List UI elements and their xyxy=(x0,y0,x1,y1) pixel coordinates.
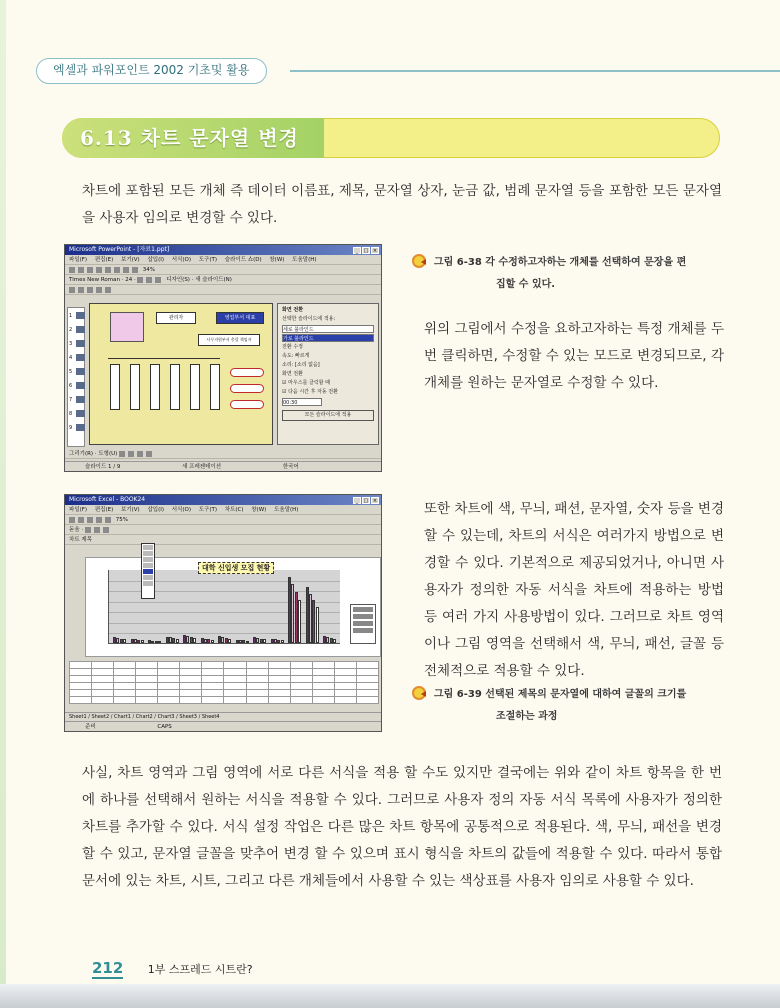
table-cell[interactable] xyxy=(92,669,114,676)
status-lang: 한국어 xyxy=(282,464,299,470)
table-cell[interactable] xyxy=(290,697,312,704)
cut-icon[interactable] xyxy=(105,267,111,273)
menu-slideshow[interactable]: 슬라이드 쇼(D) xyxy=(224,257,262,263)
bottom-paragraph: 사실, 차트 영역과 그림 영역에 서로 다른 서식을 적용 할 수도 있지만 결국에는 위와 같이 차트 항목을 한 번에 하나를 선택해서 원하는 서식을 적용할 수 있다. 그러므로 사용자 정의 자동 서식 목록에 사용자가 정의한 차트를 추가할 수 있다. 서식 설정 작업은 다른 많은 차트 항목에 공통적으로 적용된다. 색, 무늬, 패선을 변경 할 수 있고, 문자열 글꼴을 맞추어 변경 할 수 있으며 표시 형식을 차트의 값들에 적용할 수 있다. 따라서 통합 문서에 있는 차트, 시트, 그리고 다른 개체들에서 사용할 수 있는 색상표를 사용자 임의로 사용할 수 있다. xyxy=(82,765,722,889)
table-row xyxy=(70,697,379,704)
chart-bar[interactable] xyxy=(316,607,319,643)
menu-view[interactable]: 보기(V) xyxy=(121,257,140,263)
figure2-caption-line2: 조절하는 과정 xyxy=(496,711,558,722)
table-cell[interactable] xyxy=(268,690,290,697)
org-col-5[interactable] xyxy=(190,364,200,410)
table-cell[interactable] xyxy=(92,662,114,669)
xls-app-title: Microsoft Excel - BOOK24 xyxy=(69,496,146,503)
thumb-4[interactable]: 4 xyxy=(69,352,83,364)
transition-item-1[interactable]: 세로 블라인드 xyxy=(283,327,314,333)
paste-icon[interactable] xyxy=(123,267,129,273)
menu-format[interactable]: 서식(O) xyxy=(171,507,191,513)
table-cell[interactable] xyxy=(356,669,378,676)
chart-bar[interactable] xyxy=(333,639,336,643)
table-cell[interactable] xyxy=(180,683,202,690)
table-cell[interactable] xyxy=(224,669,246,676)
table-cell[interactable] xyxy=(334,662,356,669)
ppt-format-toolbar: Times New Roman · 24 · 디자인(S) · 새 슬라이드(N) xyxy=(65,275,381,285)
chapter-label: 1부 스프레드 시트란? xyxy=(147,963,253,976)
table-cell[interactable] xyxy=(70,669,92,676)
legend-entry xyxy=(353,607,373,612)
table-row xyxy=(70,690,379,697)
org-box-office[interactable]: 사무지원부서 총괄 책임자 xyxy=(198,334,260,346)
table-cell[interactable] xyxy=(202,676,224,683)
thumb-5[interactable]: 5 xyxy=(69,366,83,378)
caption-arrow-icon xyxy=(412,686,426,700)
ppt-statusbar xyxy=(65,461,381,471)
sheet-tabs[interactable]: Sheet1 / Sheet2 / Chart1 / Chart2 / Chart3 / Sheet3 / Sheet4 xyxy=(65,712,381,721)
table-cell[interactable] xyxy=(92,690,114,697)
italic-icon[interactable] xyxy=(146,277,152,283)
table-cell[interactable] xyxy=(246,669,268,676)
xls-standard-toolbar xyxy=(65,515,381,525)
table-cell[interactable] xyxy=(268,669,290,676)
font-size-dropdown[interactable] xyxy=(141,543,155,599)
thumb-6[interactable]: 6 xyxy=(69,380,83,392)
table-cell[interactable] xyxy=(268,676,290,683)
table-cell[interactable] xyxy=(136,676,158,683)
table-cell[interactable] xyxy=(290,683,312,690)
org-col-6[interactable] xyxy=(210,364,220,410)
table-cell[interactable] xyxy=(290,676,312,683)
pane-time-value: 00:30 xyxy=(283,400,298,406)
table-cell[interactable] xyxy=(334,697,356,704)
size-option[interactable] xyxy=(143,557,153,562)
pane-apply-label: 선택한 슬라이드에 적용: xyxy=(282,316,336,322)
table-cell[interactable] xyxy=(202,690,224,697)
minimize-icon[interactable]: _ xyxy=(353,247,361,254)
ppt-zoom[interactable]: 34% xyxy=(142,267,155,273)
table-cell[interactable] xyxy=(136,669,158,676)
table-cell[interactable] xyxy=(158,697,180,704)
table-cell[interactable] xyxy=(202,683,224,690)
table-cell[interactable] xyxy=(70,676,92,683)
right-paragraph-2: 또한 차트에 색, 무늬, 패션, 문자열, 숫자 등을 변경 할 수 있는데, 차트의 서식은 여러가지 방법으로 변경할 수 있다. 기본적으로 제공되었거나, 아니면 사용자가 정의한 자동 서식을 차트에 적용하는 방법 등 여러 가지 사용방법이 있다. 그러므로 차트 영역이나 그림 영역을 선택해서 색, 무늬, 패선, 글꼴 등 전체적으로 적용할 수 있다. xyxy=(424,501,724,679)
table-cell[interactable] xyxy=(224,676,246,683)
pane-on-click-label: 마우스를 클릭할 때 xyxy=(288,380,330,386)
slide-transition-pane xyxy=(277,303,379,445)
draw-menu[interactable]: 그리기(R) xyxy=(69,451,94,457)
right-paragraph-1: 위의 그림에서 수정을 요하고자하는 특정 개체를 두 번 클릭하면, 수정할 수 있는 모드로 변경되므로, 각 개체를 원하는 문자열로 수정할 수 있다. xyxy=(424,321,724,391)
home-icon[interactable] xyxy=(105,287,111,293)
undo-icon[interactable] xyxy=(132,267,138,273)
close-icon[interactable]: × xyxy=(372,248,378,254)
table-cell[interactable] xyxy=(334,683,356,690)
powerpoint-screenshot xyxy=(64,244,382,472)
table-cell[interactable] xyxy=(312,669,334,676)
menu-help[interactable]: 도움말(H) xyxy=(292,257,317,263)
pane-title: 화면 전환 xyxy=(282,307,304,313)
arrow-icon[interactable] xyxy=(128,451,134,457)
table-cell[interactable] xyxy=(180,697,202,704)
bold-icon[interactable] xyxy=(137,277,143,283)
slide-canvas[interactable] xyxy=(89,303,273,445)
size-option[interactable] xyxy=(143,551,153,556)
table-cell[interactable] xyxy=(158,669,180,676)
figure2-caption xyxy=(412,684,732,728)
oval-icon[interactable] xyxy=(146,451,152,457)
table-cell[interactable] xyxy=(70,690,92,697)
status-caps: CAPS xyxy=(157,724,172,730)
pane-speed[interactable]: 속도: 빠르게 xyxy=(282,353,310,359)
pane-advance-label: 화면 전환 xyxy=(282,371,303,377)
table-cell[interactable] xyxy=(356,683,378,690)
copy-icon[interactable] xyxy=(114,267,120,273)
table-cell[interactable] xyxy=(202,669,224,676)
page-side-strip xyxy=(0,0,6,1008)
menu-chart[interactable]: 차트(C) xyxy=(224,507,244,513)
table-cell[interactable] xyxy=(312,676,334,683)
table-cell[interactable] xyxy=(312,690,334,697)
size-option[interactable] xyxy=(143,545,153,550)
table-cell[interactable] xyxy=(246,662,268,669)
header-divider xyxy=(290,70,780,72)
menu-file[interactable]: 파일(F) xyxy=(69,507,88,513)
design-button[interactable]: 디자인(S) xyxy=(166,277,190,283)
chart-object-select[interactable]: 차트 제목 xyxy=(69,537,93,543)
table-cell[interactable] xyxy=(268,662,290,669)
pane-sound[interactable]: 소리: [소리 없음] xyxy=(282,362,320,368)
legend-entry xyxy=(353,621,373,626)
embedded-chart[interactable] xyxy=(85,557,381,657)
table-cell[interactable] xyxy=(180,690,202,697)
table-cell[interactable] xyxy=(312,683,334,690)
table-cell[interactable] xyxy=(268,683,290,690)
thumb-8[interactable]: 8 xyxy=(69,408,83,420)
table-cell[interactable] xyxy=(334,676,356,683)
menu-format[interactable]: 서식(O) xyxy=(171,257,191,263)
table-cell[interactable] xyxy=(224,683,246,690)
table-cell[interactable] xyxy=(114,662,136,669)
transition-list[interactable] xyxy=(282,325,374,333)
chart-bar[interactable] xyxy=(298,600,301,643)
chart-legend[interactable] xyxy=(350,604,376,644)
table-cell[interactable] xyxy=(224,662,246,669)
table-cell[interactable] xyxy=(136,683,158,690)
table-cell[interactable] xyxy=(70,697,92,704)
page-number: 212 xyxy=(92,959,124,977)
font-select[interactable]: Times New Roman xyxy=(69,277,120,283)
table-cell[interactable] xyxy=(202,697,224,704)
ppt-drawing-toolbar: 그리기(R) · 도형(U) xyxy=(65,449,381,459)
table-cell[interactable] xyxy=(70,662,92,669)
table-row xyxy=(70,669,379,676)
xls-titlebar xyxy=(65,495,381,505)
transition-item-2[interactable]: 가로 블라인드 xyxy=(283,336,314,342)
thumb-2[interactable]: 2 xyxy=(69,324,83,336)
size-option[interactable] xyxy=(143,563,153,568)
org-col-2[interactable] xyxy=(130,364,140,410)
table-cell[interactable] xyxy=(290,662,312,669)
table-cell[interactable] xyxy=(312,662,334,669)
menu-file[interactable]: 파일(F) xyxy=(69,257,88,263)
minimize-icon[interactable]: _ xyxy=(353,497,361,504)
menu-window[interactable]: 창(W) xyxy=(269,257,285,263)
font-size-select[interactable]: 24 xyxy=(125,277,133,283)
table-cell[interactable] xyxy=(114,669,136,676)
table-cell[interactable] xyxy=(136,697,158,704)
chart-wizard-icon[interactable] xyxy=(105,517,111,523)
figure1-caption-line2: 집할 수 있다. xyxy=(496,279,556,290)
menu-edit[interactable]: 편집(E) xyxy=(94,257,114,263)
thumb-7[interactable]: 7 xyxy=(69,394,83,406)
menu-tools[interactable]: 도구(T) xyxy=(198,257,218,263)
org-pill-3[interactable] xyxy=(230,400,264,409)
print-icon[interactable] xyxy=(96,267,102,273)
book-title-header: 엑셀과 파워포인트 2002 기초및 활용 xyxy=(36,58,267,84)
table-cell[interactable] xyxy=(202,662,224,669)
close-icon[interactable]: × xyxy=(372,498,378,504)
table-cell[interactable] xyxy=(334,669,356,676)
chart-title[interactable]: 대학 신입생 모집 현황 xyxy=(198,562,274,574)
legend-entry xyxy=(353,628,373,633)
table-cell[interactable] xyxy=(356,662,378,669)
table-cell[interactable] xyxy=(180,669,202,676)
thumb-3[interactable]: 3 xyxy=(69,338,83,350)
bold-icon[interactable] xyxy=(85,527,91,533)
table-cell[interactable] xyxy=(356,676,378,683)
save-icon[interactable] xyxy=(87,267,93,273)
pane-modify-label: 전환 수정 xyxy=(282,344,303,350)
table-cell[interactable] xyxy=(136,662,158,669)
figure2-caption-line1: 그림 6-39 선택된 제목의 문자열에 대하여 글꼴의 크기를 xyxy=(434,689,687,700)
table-cell[interactable] xyxy=(92,683,114,690)
new-slide-button[interactable]: 새 슬라이드(N) xyxy=(195,277,232,283)
xls-zoom[interactable]: 75% xyxy=(115,517,128,523)
table-cell[interactable] xyxy=(114,683,136,690)
table-cell[interactable] xyxy=(356,690,378,697)
chart-bar[interactable] xyxy=(176,639,179,643)
stop-icon[interactable] xyxy=(87,287,93,293)
table-cell[interactable] xyxy=(334,690,356,697)
page-bottom-band xyxy=(0,984,780,1008)
back-icon[interactable] xyxy=(69,287,75,293)
table-cell[interactable] xyxy=(136,690,158,697)
font-select[interactable]: 돋움 xyxy=(69,527,80,533)
table-cell[interactable] xyxy=(92,676,114,683)
table-cell[interactable] xyxy=(180,676,202,683)
table-cell[interactable] xyxy=(158,683,180,690)
menu-help[interactable]: 도움말(H) xyxy=(274,507,299,513)
table-row xyxy=(70,662,379,669)
intro-paragraph: 차트에 포함된 모든 개체 즉 데이터 이름표, 제목, 문자열 상자, 눈금 값, 범례 문자열 등을 포함한 모든 문자열을 사용자 임의로 변경할 수 있다. xyxy=(82,183,722,226)
org-pill-2[interactable] xyxy=(230,384,264,393)
table-cell[interactable] xyxy=(312,697,334,704)
table-cell[interactable] xyxy=(268,697,290,704)
chart-bar[interactable] xyxy=(123,639,126,643)
italic-icon[interactable] xyxy=(94,527,100,533)
size-option[interactable] xyxy=(143,581,153,586)
data-table xyxy=(69,661,379,704)
new-icon[interactable] xyxy=(69,517,75,523)
apply-all-button[interactable]: 모든 슬라이드에 적용 xyxy=(282,410,374,421)
underline-icon[interactable] xyxy=(103,527,109,533)
table-cell[interactable] xyxy=(290,690,312,697)
thumb-1[interactable]: 1 xyxy=(69,310,83,322)
forward-icon[interactable] xyxy=(78,287,84,293)
table-cell[interactable] xyxy=(224,690,246,697)
ppt-titlebar xyxy=(65,245,381,255)
new-icon[interactable] xyxy=(69,267,75,273)
xls-format-toolbar: 돋움 · xyxy=(65,525,381,535)
table-cell[interactable] xyxy=(92,697,114,704)
chart-bar[interactable] xyxy=(281,640,284,643)
ppt-app-title: Microsoft PowerPoint - [자료1.ppt] xyxy=(69,246,170,253)
xls-menubar xyxy=(65,505,381,515)
table-cell[interactable] xyxy=(224,697,246,704)
refresh-icon[interactable] xyxy=(96,287,102,293)
chart-bar[interactable] xyxy=(228,639,231,643)
ppt-web-toolbar xyxy=(65,285,381,295)
section-title: 6.13 차트 문자열 변경 xyxy=(62,118,324,158)
xls-statusbar xyxy=(65,721,381,731)
ppt-standard-toolbar xyxy=(65,265,381,275)
chart-bar[interactable] xyxy=(246,641,249,643)
thumb-9[interactable]: 9 xyxy=(69,422,83,434)
status-slide: 슬라이드 1 / 9 xyxy=(85,464,121,470)
table-cell[interactable] xyxy=(158,676,180,683)
org-box-sales[interactable]: 영업부서 대표 xyxy=(216,312,264,324)
menu-view[interactable]: 보기(V) xyxy=(121,507,140,513)
chart-bar[interactable] xyxy=(263,639,266,643)
menu-insert[interactable]: 삽입(I) xyxy=(147,507,164,513)
org-box-manager[interactable]: 관리자 xyxy=(156,312,196,324)
menu-edit[interactable]: 편집(E) xyxy=(94,507,114,513)
menu-tools[interactable]: 도구(T) xyxy=(198,507,218,513)
maximize-icon[interactable]: □ xyxy=(363,248,369,254)
pane-on-click[interactable]: ☑ 마우스를 클릭할 때 xyxy=(282,380,330,386)
org-col-3[interactable] xyxy=(150,364,160,410)
chart-bar[interactable] xyxy=(158,641,161,643)
rectangle-icon[interactable] xyxy=(137,451,143,457)
table-cell[interactable] xyxy=(246,683,268,690)
figure1-caption-line1: 그림 6-38 각 수정하고자하는 개체를 선택하여 문장을 편 xyxy=(434,257,687,268)
size-option-selected[interactable] xyxy=(143,569,153,574)
pane-auto[interactable]: ☑ 다음 시간 후 자동 전환 xyxy=(282,389,338,395)
maximize-icon[interactable]: □ xyxy=(363,498,369,504)
pane-auto-label: 다음 시간 후 자동 전환 xyxy=(288,389,338,395)
table-cell[interactable] xyxy=(290,669,312,676)
table-cell[interactable] xyxy=(158,690,180,697)
table-cell[interactable] xyxy=(70,683,92,690)
figure1-caption xyxy=(412,252,732,296)
legend-entry xyxy=(353,614,373,619)
chart-bar[interactable] xyxy=(193,638,196,643)
table-cell[interactable] xyxy=(246,676,268,683)
print-icon[interactable] xyxy=(96,517,102,523)
status-design: 새 프레젠테이션 xyxy=(182,464,222,470)
table-cell[interactable] xyxy=(114,697,136,704)
underline-icon[interactable] xyxy=(155,277,161,283)
chart-bar[interactable] xyxy=(211,640,214,643)
open-icon[interactable] xyxy=(78,267,84,273)
caption-arrow-icon xyxy=(412,254,426,268)
table-cell[interactable] xyxy=(180,662,202,669)
table-cell[interactable] xyxy=(246,697,268,704)
table-cell[interactable] xyxy=(158,662,180,669)
org-col-4[interactable] xyxy=(170,364,180,410)
menu-insert[interactable]: 삽입(I) xyxy=(147,257,164,263)
slide-picture[interactable] xyxy=(110,312,144,342)
org-col-1[interactable] xyxy=(110,364,120,410)
org-connector xyxy=(108,358,220,359)
table-cell[interactable] xyxy=(114,690,136,697)
pane-time-field[interactable] xyxy=(282,398,322,406)
table-cell[interactable] xyxy=(114,676,136,683)
ppt-menubar xyxy=(65,255,381,265)
transition-selected[interactable] xyxy=(282,334,374,342)
chart-bar[interactable] xyxy=(141,640,144,643)
line-icon[interactable] xyxy=(119,451,125,457)
autoshape-menu[interactable]: 도형(U) xyxy=(98,451,118,457)
table-cell[interactable] xyxy=(246,690,268,697)
open-icon[interactable] xyxy=(78,517,84,523)
org-pill-1[interactable] xyxy=(230,368,264,377)
save-icon[interactable] xyxy=(87,517,93,523)
slide-thumbnails xyxy=(67,307,85,447)
size-option[interactable] xyxy=(143,575,153,580)
table-row xyxy=(70,676,379,683)
excel-screenshot xyxy=(64,494,382,732)
page-footer xyxy=(92,958,253,980)
table-cell[interactable] xyxy=(356,697,378,704)
menu-window[interactable]: 창(W) xyxy=(251,507,267,513)
status-ready: 준비 xyxy=(85,724,96,730)
xls-chart-toolbar xyxy=(65,535,381,545)
table-row xyxy=(70,683,379,690)
